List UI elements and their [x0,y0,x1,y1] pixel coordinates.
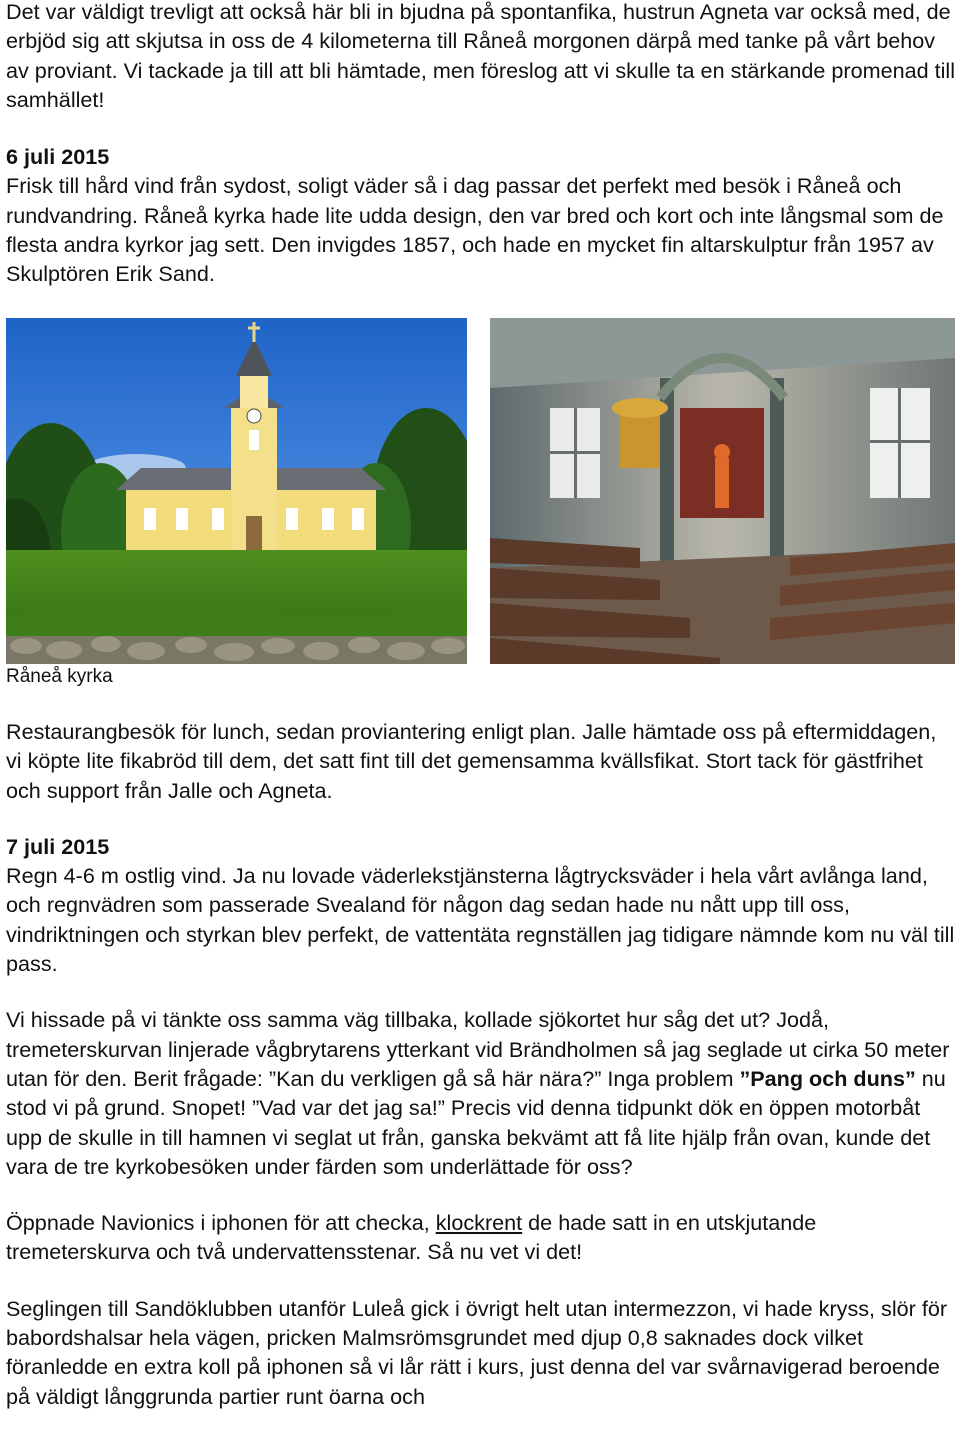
grounding-text-part2: nu stod vi på grund. Snopet! ”Vad var det jag sa!” Precis vid denna tidpunkt dök en öppen motorbåt upp de skulle in till hamnen vi seglat ut från, ganska bekvämt att få lite hjälp från ovan, kunde det vara de tre kyrkobesöken under färden som underlättade för oss? [6,1065,946,1179]
sailing-paragraph: Seglingen till Sandöklubben utanför Luleå gick i övrigt helt utan intermezzon, vi hade kryss, slör för babordshalsar hela vägen, pricken Malmsrömsgrundet med djup 0,8 saknades dock vilket föranledde en extra koll på iphonen så vi lår rätt i kurs, just denna del var svårnavigerad beroende på väldigt långgrunda partier runt öarna och [6,1295,948,1409]
document-upper [6,0,956,289]
church-interior-photo [490,318,955,664]
grounding-paragraph [6,1005,956,1181]
navionics-paragraph [6,1208,956,1267]
entry-date-6-juli: 6 juli 2015 [6,144,110,170]
entry-date-7-juli: 7 juli 2015 [6,833,110,859]
navionics-text-part2: de hade satt in en utskjutande tremeterskurva och två undervattensstenar. Så nu vet vi det! [6,1210,817,1265]
navionics-text-part1: Öppnade Navionics i iphonen för att checka, [6,1210,436,1236]
grounding-bold-exclamation: ”Pang och duns” [739,1065,916,1091]
intro-paragraph: Det var väldigt trevligt att också här bli in bjudna på spontanfika, hustrun Agneta var också med, de erbjöd sig att skjutsa in oss de 4 kilometerna till Råneå morgonen därpå med tanke på vårt behov av proviant. Vi tackade ja till att bli hämtade, men föreslog att vi skulle ta en stärkande promenad till samhället! [6,0,956,112]
document-lower [6,717,956,1411]
entry-text-7-juli: Regn 4-6 m ostlig vind. Ja nu lovade väderlekstjänsterna lågtrycksväder i hela vårt avlånga land, och regnvädren som passerade Svealand för någon dag sedan hade nu nått upp till oss, vindriktningen och styrkan blev perfekt, de vattentäta regnställen jag tidigare nämnde kom nu väl till pass. [6,863,955,977]
after-photos-paragraph: Restaurangbesök för lunch, sedan proviantering enligt plan. Jalle hämtade oss på eftermiddagen, vi köpte lite fikabröd till dem, det satt fint till det gemensamma kvällsfikat. Stort tack för gästfrihet och support från Jalle och Agneta. [6,719,937,803]
photo-row [0,318,960,664]
church-exterior-photo [6,318,467,664]
grounding-text-part1: Vi hissade på vi tänkte oss samma väg tillbaka, kollade sjökortet hur såg det ut? Jodå, tremeterskurvan linjerade vågbrytarens ytterkant vid Brändholmen så jag seglade ut cirka 50 meter utan för den. Berit frågade: ”Kan du verkligen gå så här nära?” Inga problem [6,1007,950,1091]
photo-caption: Råneå kyrka [6,666,113,687]
navionics-underlined-word: klockrent [435,1210,523,1236]
entry-text-6-juli: Frisk till hård vind från sydost, soligt väder så i dag passar det perfekt med besök i Råneå och rundvandring. Råneå kyrka hade lite udda design, den var bred och kort och inte långsmal som de flesta andra kyrkor jag sett. Den invigdes 1857, och hade en mycket fin altarskulptur från 1957 av Skulptören Erik Sand. [6,173,944,287]
